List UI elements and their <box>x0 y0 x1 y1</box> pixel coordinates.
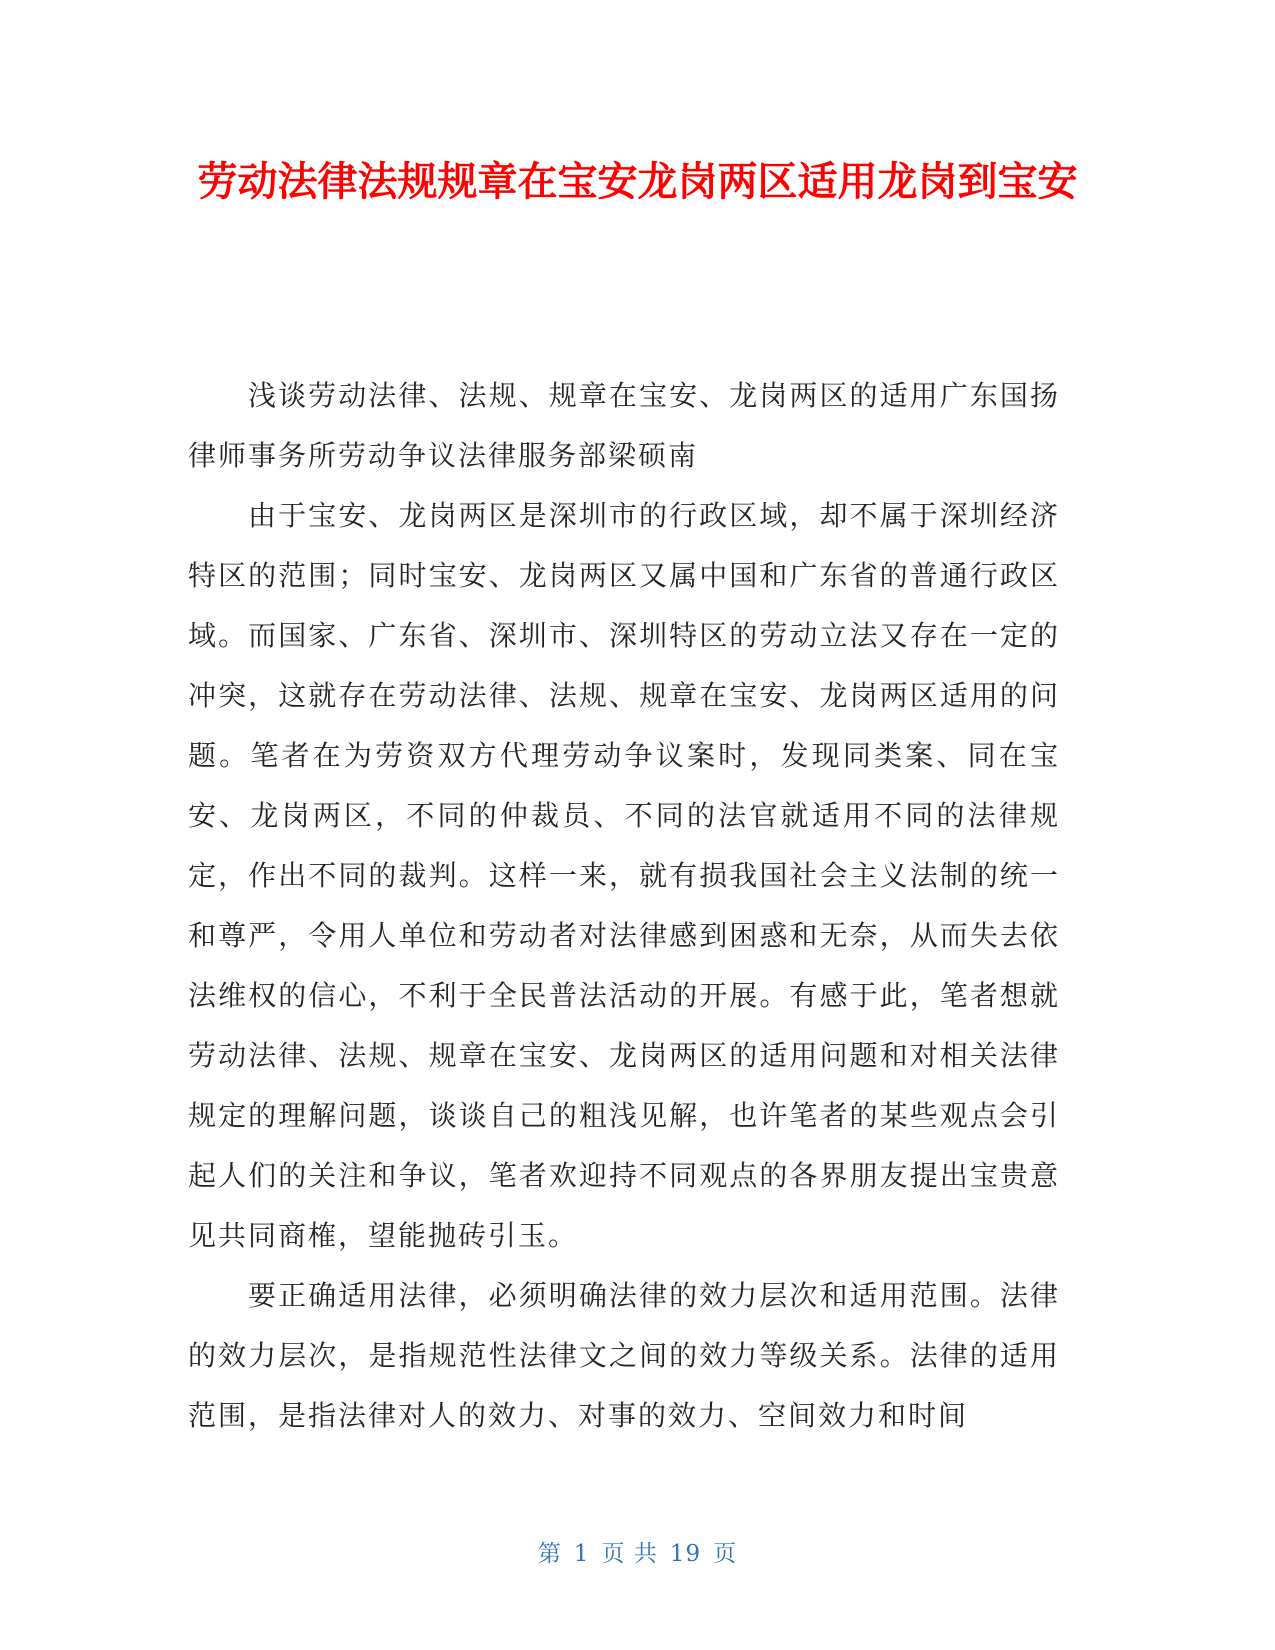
footer-page-number: 1 <box>573 1541 590 1567</box>
document-body <box>188 366 1060 1446</box>
footer-total-pages: 19 <box>669 1541 702 1567</box>
footer-middle: 页 共 <box>601 1541 658 1567</box>
paragraph-background: 由于宝安、龙岗两区是深圳市的行政区域，却不属于深圳经济特区的范围；同时宝安、龙岗两区又属中国和广东省的普通行政区域。而国家、广东省、深圳市、深圳特区的劳动立法又存在一定的冲突，这就存在劳动法律、法规、规章在宝安、龙岗两区适用的问题。笔者在为劳资双方代理劳动争议案时，发现同类案、同在宝安、龙岗两区，不同的仲裁员、不同的法官就适用不同的法律规定，作出不同的裁判。这样一来，就有损我国社会主义法制的统一和尊严，令用人单位和劳动者对法律感到困惑和无奈，从而失去依法维权的信心，不利于全民普法活动的开展。有感于此，笔者想就劳动法律、法规、规章在宝安、龙岗两区的适用问题和对相关法律规定的理解问题，谈谈自己的粗浅见解，也许笔者的某些观点会引起人们的关注和争议，笔者欢迎持不同观点的各界朋友提出宝贵意见共同商榷，望能抛砖引玉。 <box>188 499 1060 1252</box>
document-title: 劳动法律法规规章在宝安龙岗两区适用龙岗到宝安 <box>197 159 1078 205</box>
footer-prefix: 第 <box>537 1541 562 1567</box>
footer-suffix: 页 <box>713 1541 738 1567</box>
paragraph-intro: 浅谈劳动法律、法规、规章在宝安、龙岗两区的适用广东国扬律师事务所劳动争议法律服务部梁硕南 <box>188 379 1060 472</box>
paragraph-scope: 要正确适用法律，必须明确法律的效力层次和适用范围。法律的效力层次，是指规范性法律文之间的效力等级关系。法律的适用范围，是指法律对人的效力、对事的效力、空间效力和时间 <box>188 1279 1060 1432</box>
page-number-footer <box>0 1535 1275 1568</box>
